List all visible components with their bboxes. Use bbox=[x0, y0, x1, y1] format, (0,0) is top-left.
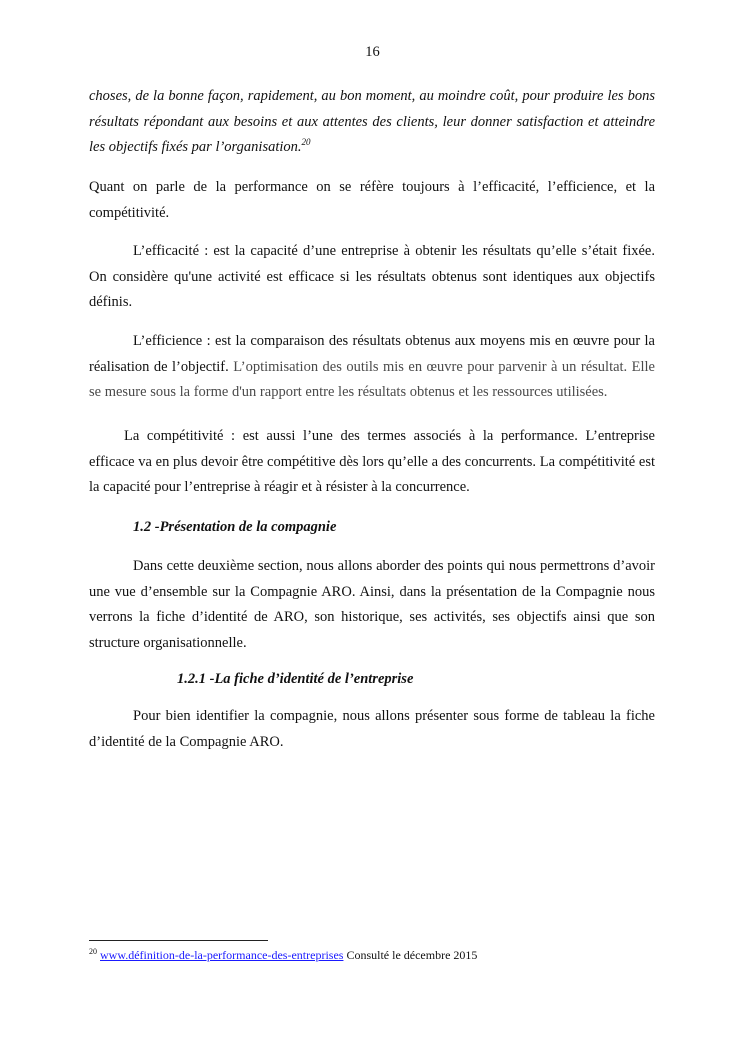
section-heading-1-2: 1.2 -Présentation de la compagnie bbox=[133, 519, 337, 535]
efficience-paragraph bbox=[89, 329, 655, 406]
footnote-separator bbox=[89, 940, 268, 941]
quote-paragraph bbox=[89, 84, 655, 161]
presentation-paragraph: Dans cette deuxième section, nous allons aborder des points qui nous permettrons d’avoir une vue d’ensemble sur la Compagnie ARO. Ainsi, dans la présentation de la Compagnie nous verrons la fiche d’identité de ARO, son historique, ses activités, ses objectifs ainsi que son structure organisationnelle. bbox=[89, 558, 655, 652]
page-number: 16 bbox=[365, 44, 380, 60]
efficacite-paragraph: L’efficacité : est la capacité d’une entreprise à obtenir les résultats qu’elle s’était fixée. On considère qu'une activité est efficace si les résultats obtenus sont identiques aux objectifs définis. bbox=[89, 243, 655, 311]
competitivite-paragraph: La compétitivité : est aussi l’une des termes associés à la performance. L’entreprise efficace va en plus devoir être compétitive dès lors qu’elle a des concurrents. La compétitivité est la capacité pour l’entreprise à réagir et à résister à la concurrence. bbox=[89, 428, 655, 496]
footnote-link[interactable]: www.définition-de-la-performance-des-entreprises bbox=[100, 948, 344, 962]
efficience-text: L’efficience : est la comparaison des résultats obtenus aux moyens mis en œuvre pour la réalisation de l’objectif. bbox=[89, 333, 655, 375]
footnote bbox=[89, 946, 477, 964]
section-heading-1-2-1: 1.2.1 -La fiche d’identité de l’entreprise bbox=[177, 671, 414, 687]
fiche-intro-paragraph: Pour bien identifier la compagnie, nous allons présenter sous forme de tableau la fiche d’identité de la Compagnie ARO. bbox=[89, 708, 655, 750]
quote-text: choses, de la bonne façon, rapidement, au bon moment, au moindre coût, pour produire les bons résultats répondant aux besoins et aux attentes des clients, leur donner satisfaction et atteindre les objectifs fixés par l’organisation. bbox=[89, 88, 655, 156]
efficience-optimisation-text: L’optimisation des outils mis en œuvre pour parvenir à un résultat. Elle se mesure sous la forme d'un rapport entre les résultats obtenus et les ressources utilisées. bbox=[89, 358, 655, 401]
footnote-reference[interactable]: 20 bbox=[301, 137, 311, 148]
footnote-text: Consulté le décembre 2015 bbox=[343, 948, 478, 962]
performance-intro-paragraph: Quant on parle de la performance on se réfère toujours à l’efficacité, l’efficience, et la compétitivité. bbox=[89, 179, 655, 221]
footnote-number: 20 bbox=[89, 947, 97, 956]
